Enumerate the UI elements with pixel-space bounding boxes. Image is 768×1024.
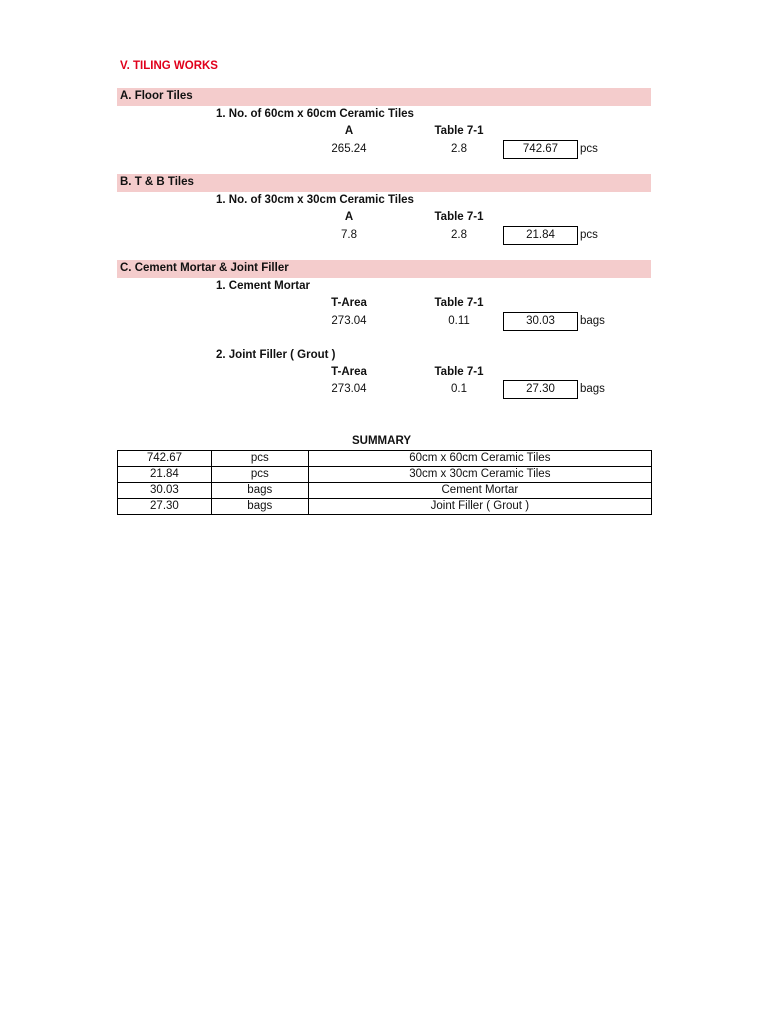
table-row (118, 467, 652, 483)
result-box: 27.30 (503, 380, 578, 399)
value-factor: 2.8 (451, 229, 467, 241)
table-row (118, 451, 652, 467)
value-factor: 0.1 (451, 383, 467, 395)
summary-unit: pcs (211, 467, 308, 483)
section-header-tb-tiles (117, 174, 651, 192)
table-row (118, 499, 652, 515)
value-factor: 0.11 (448, 315, 470, 327)
result-box: 21.84 (503, 226, 578, 245)
section-header-cement-mortar (117, 260, 651, 278)
result-unit: bags (580, 315, 605, 327)
section-header-label: B. T & B Tiles (120, 176, 194, 188)
result-unit: bags (580, 383, 605, 395)
result-box: 742.67 (503, 140, 578, 159)
column-header-table: Table 7-1 (434, 211, 484, 223)
item-label: 1. No. of 30cm x 30cm Ceramic Tiles (216, 194, 414, 206)
page-title: V. TILING WORKS (120, 60, 218, 72)
value-area: 273.04 (331, 315, 367, 327)
section-header-label: A. Floor Tiles (120, 90, 193, 102)
item-label: 1. No. of 60cm x 60cm Ceramic Tiles (216, 108, 414, 120)
column-header-table: Table 7-1 (434, 125, 484, 137)
summary-qty: 21.84 (118, 467, 212, 483)
summary-desc: 30cm x 30cm Ceramic Tiles (308, 467, 651, 483)
column-header-a: A (344, 125, 354, 137)
summary-title: SUMMARY (352, 435, 411, 447)
result-box: 30.03 (503, 312, 578, 331)
section-header-floor-tiles (117, 88, 651, 106)
summary-desc: Joint Filler ( Grout ) (308, 499, 651, 515)
table-row (118, 483, 652, 499)
item-label: 1. Cement Mortar (216, 280, 310, 292)
summary-unit: bags (211, 499, 308, 515)
summary-unit: bags (211, 483, 308, 499)
summary-desc: 60cm x 60cm Ceramic Tiles (308, 451, 651, 467)
summary-qty: 742.67 (118, 451, 212, 467)
summary-unit: pcs (211, 451, 308, 467)
section-header-label: C. Cement Mortar & Joint Filler (120, 262, 289, 274)
value-area: 265.24 (331, 143, 367, 155)
summary-desc: Cement Mortar (308, 483, 651, 499)
column-header-tarea: T-Area (331, 366, 367, 378)
value-factor: 2.8 (451, 143, 467, 155)
value-area: 273.04 (331, 383, 367, 395)
value-area: 7.8 (341, 229, 357, 241)
summary-qty: 27.30 (118, 499, 212, 515)
result-unit: pcs (580, 143, 598, 155)
item-label: 2. Joint Filler ( Grout ) (216, 349, 336, 361)
column-header-table: Table 7-1 (434, 366, 484, 378)
column-header-tarea: T-Area (331, 297, 367, 309)
column-header-a: A (344, 211, 354, 223)
summary-table (117, 450, 652, 515)
summary-qty: 30.03 (118, 483, 212, 499)
result-unit: pcs (580, 229, 598, 241)
column-header-table: Table 7-1 (434, 297, 484, 309)
